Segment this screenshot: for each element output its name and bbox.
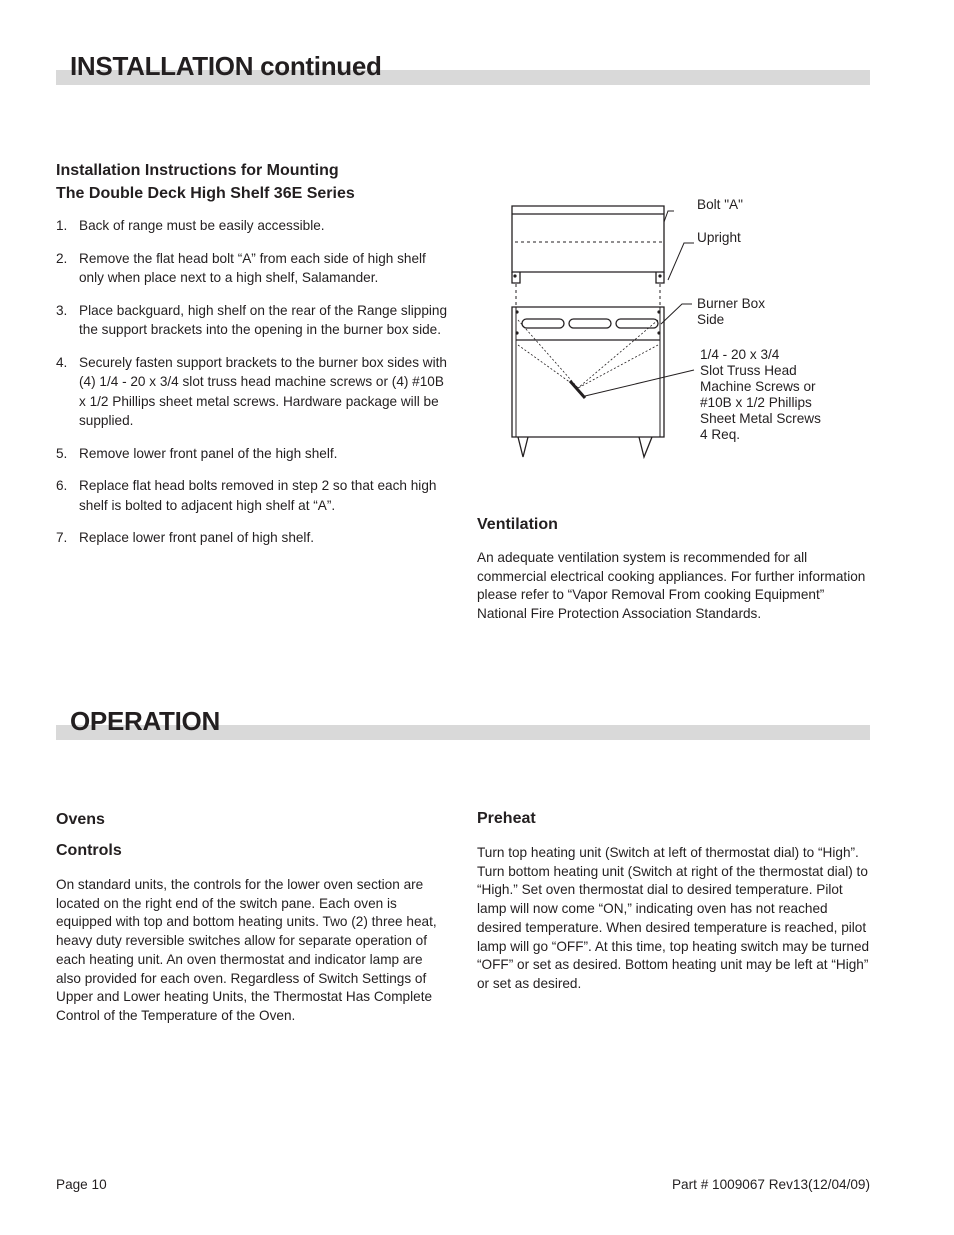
ovens-heading: Ovens [56, 811, 105, 828]
ventilation-heading: Ventilation [477, 516, 558, 533]
step-text: Securely fasten support brackets to the burner box sides with (4) 1/4 - 20 x 3/4 slot truss head machine screws or (4) #10B x 1/2 Phillips sheet metal screws. Hardware package will be supplied. [79, 354, 447, 428]
label-bolt-a: Bolt "A" [697, 197, 743, 212]
preheat-text: Turn top heating unit (Switch at left of thermostat dial) to “High”. Turn bottom heating unit (Switch at right of the thermostat dial) to “High.” Set oven thermostat dial to desired temperature. Pilot lamp will now come “ON,” indicating oven has not reached desired temperature. When desired temperature is reached, pilot lamp will go “OFF”. At this time, top heating switch may be turned “OFF” or set as desired. Bottom heating unit may be left at “High” or set as desired. [477, 845, 870, 991]
step-text: Remove the flat head bolt “A” from each side of high shelf only when place next to a high shelf, Salamander. [79, 250, 426, 285]
label-screws: 1/4 - 20 x 3/4 Slot Truss Head Machine Screws or #10B x 1/2 Phillips Sheet Metal Screws 4 Req. [700, 347, 821, 442]
step-number: 7. [56, 530, 68, 545]
step-number: 1. [56, 218, 68, 233]
section-title-installation: INSTALLATION continued [70, 51, 382, 81]
step-text: Back of range must be easily accessible. [79, 218, 325, 233]
list-item [56, 353, 451, 431]
step-text: Remove lower front panel of the high shelf. [79, 445, 338, 461]
instructions-heading-line2: The Double Deck High Shelf 36E Series [56, 185, 355, 202]
step-number: 6. [56, 478, 68, 493]
step-number: 3. [56, 302, 68, 318]
part-number: Part # 1009067 Rev13(12/04/09) [671, 1177, 870, 1192]
step-text: Replace lower front panel of high shelf. [79, 530, 315, 545]
installation-steps-list [56, 216, 451, 561]
list-item [56, 476, 451, 515]
preheat-heading: Preheat [477, 810, 536, 827]
step-number: 2. [56, 250, 68, 266]
controls-heading: Controls [56, 842, 122, 859]
step-number: 4. [56, 354, 68, 370]
list-item [56, 301, 451, 340]
instructions-heading-line1: Installation Instructions for Mounting [56, 162, 339, 179]
list-item [56, 249, 451, 288]
ventilation-text: An adequate ventilation system is recommended for all commercial electrical cooking appliances. For further information please refer to “Vapor Removal From cooking Equipment” National Fire Protection Association Standards. [477, 550, 866, 622]
step-text: Replace flat head bolts removed in step 2 so that each high shelf is bolted to adjacent high shelf at “A”. [79, 478, 437, 513]
list-item [56, 528, 451, 548]
section-title-operation: OPERATION [70, 706, 220, 736]
controls-text: On standard units, the controls for the lower oven section are located on the right end of the switch pane. Each oven is equipped with top and bottom heating units. Two (2) three heat, heavy duty reversible switches allow for separate operation of each heating unit. An oven thermostat and indicator lamp are also provided for each oven. Regardless of Switch Settings of Upper and Lower heating Units, the Thermostat Has Complete Control of the Temperature of the Oven. [56, 877, 437, 1023]
high-shelf-mounting-diagram [500, 195, 700, 465]
list-item [56, 444, 451, 464]
list-item [56, 216, 451, 236]
page-number: Page 10 [56, 1177, 107, 1192]
step-number: 5. [56, 445, 68, 461]
step-text: Place backguard, high shelf on the rear of the Range slipping the support brackets into the opening in the burner box side. [79, 302, 448, 337]
label-upright: Upright [697, 230, 741, 245]
label-burner-box-side: Burner Box Side [697, 296, 766, 327]
